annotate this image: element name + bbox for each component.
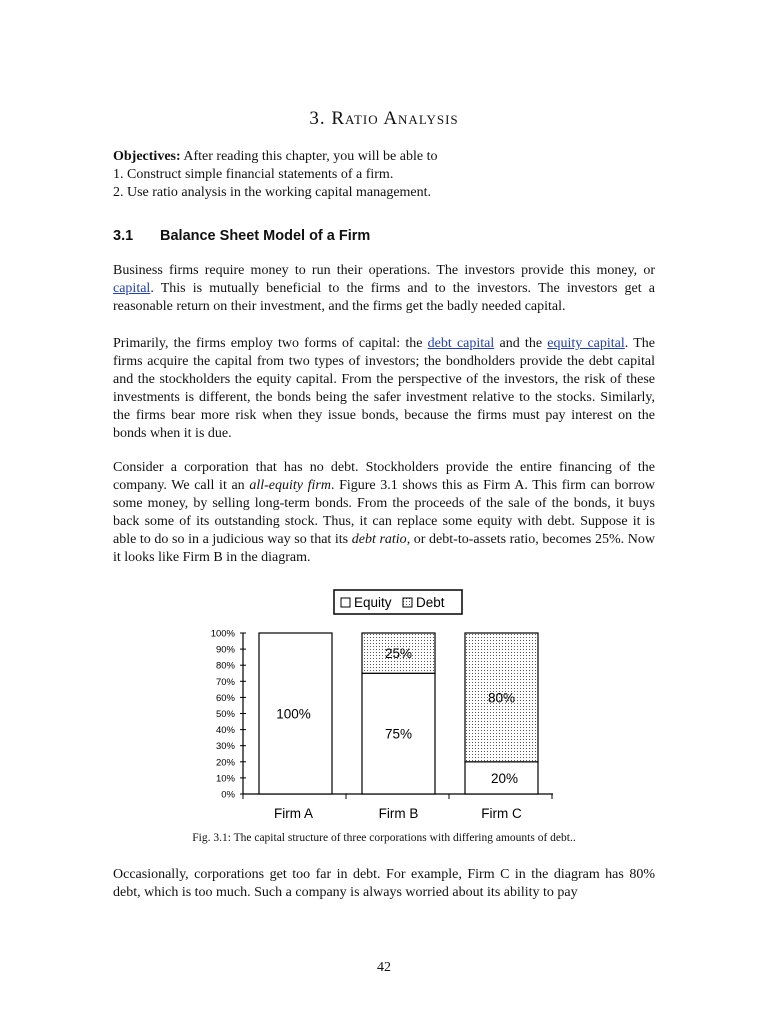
objectives-intro: After reading this chapter, you will be able to — [180, 149, 438, 164]
y-tick-label: 80% — [215, 660, 235, 672]
legend-equity-label: Equity — [354, 595, 392, 610]
y-tick-label: 50% — [215, 709, 235, 720]
paragraph-2-text-a: Primarily, the firms employ two forms of capital: the — [113, 336, 428, 351]
paragraph-3-text-a: Consider a corporation that has no debt. Stockholders provide the entire financing of the company. We call it an — [113, 460, 655, 493]
paragraph-4: Occasionally, corporations get too far in debt. For example, Firm C in the diagram has 80% debt, which is too much. Such a company is always worried about its ability to pay — [113, 867, 655, 900]
debt-capital-link[interactable]: debt capital — [427, 336, 495, 351]
legend-equity-swatch — [341, 598, 350, 607]
legend-debt-label: Debt — [416, 595, 445, 610]
data-label: 25% — [384, 646, 413, 662]
chart-legend — [334, 590, 462, 614]
data-label: 80% — [487, 690, 516, 706]
paragraph-2-text-b: and the — [494, 336, 548, 351]
chapter-title: 3. Ratio Analysis — [309, 108, 459, 129]
section-title: Balance Sheet Model of a Firm — [160, 228, 371, 244]
legend-debt-swatch — [403, 598, 412, 607]
paragraph-3-text-c: , or debt-to-assets ratio, becomes 25%. Now it looks like Firm B in the diagram. — [113, 532, 655, 565]
equity-capital-link[interactable]: equity capital — [547, 336, 625, 351]
y-tick-label: 60% — [215, 692, 235, 704]
objective-item-2: 2. Use ratio analysis in the working capital management. — [113, 185, 432, 200]
section-number: 3.1 — [113, 228, 134, 244]
data-label: 20% — [490, 770, 519, 786]
y-tick-label: 0% — [221, 789, 235, 801]
y-tick-label: 90% — [215, 644, 235, 656]
paragraph-1-text-b: . This is mutually beneficial to the firms and to the investors. The investors get a reasonable return on their investment, and the firms get the badly needed capital. — [113, 281, 655, 314]
figure-caption: Fig. 3.1: The capital structure of three corporations with differing amounts of debt.. — [192, 832, 576, 844]
y-tick-label: 100% — [210, 628, 235, 640]
paragraph-3-text-b: . Figure 3.1 shows this as Firm A. This firm can borrow some money, by selling long-term bonds. From the proceeds of the sale of the bonds, it buys back some of its outstanding stock. Thus, it can replace some equity with debt. Suppose it is able to do so in a judicious way so that its — [113, 478, 655, 547]
data-label: 75% — [384, 726, 413, 742]
debt-ratio-term: debt ratio — [351, 532, 407, 547]
y-tick-label: 20% — [215, 757, 235, 769]
objectives-label: Objectives: — [113, 149, 181, 164]
x-category-label: Firm A — [274, 806, 313, 821]
x-category-label: Firm C — [481, 806, 522, 821]
paragraph-2-text-c: . The firms acquire the capital from two types of investors; the bondholders provide the debt capital and the stockholders the equity capital. From the perspective of the investors, the risk of these investments is different, the bonds being the safer investment relative to the stocks. Similarly, the firms bear more risk when they issue bonds, because the firms must pay interest on the bonds when it is due. — [113, 336, 655, 441]
chart-bars — [259, 633, 538, 821]
y-tick-label: 40% — [215, 725, 235, 737]
page-number: 42 — [377, 960, 391, 975]
data-label: 100% — [276, 706, 311, 722]
y-tick-label: 30% — [215, 741, 235, 753]
y-tick-label: 70% — [215, 676, 235, 688]
x-category-label: Firm B — [378, 806, 419, 821]
all-equity-firm-term: all-equity firm — [249, 478, 331, 493]
paragraph-1-text-a: Business firms require money to run their operations. The investors provide this money, or — [113, 263, 655, 278]
y-tick-label: 10% — [215, 773, 235, 785]
objective-item-1: 1. Construct simple financial statements of a firm. — [113, 167, 394, 182]
capital-link[interactable]: capital — [113, 281, 151, 296]
